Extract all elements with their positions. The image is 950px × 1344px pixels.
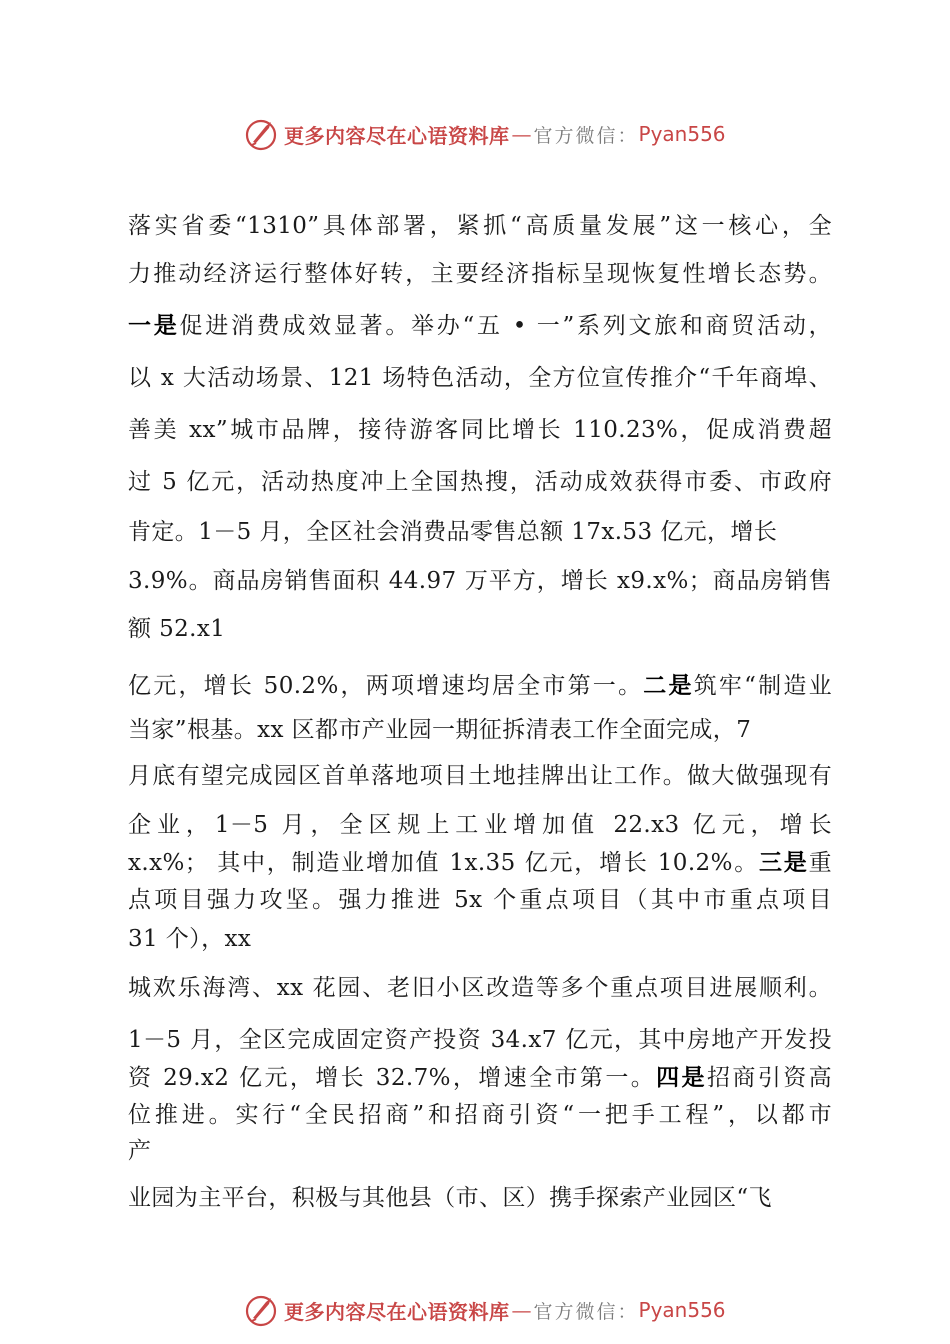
section-marker: 一是 — [128, 313, 180, 339]
body-line — [128, 810, 832, 840]
body-line — [128, 566, 832, 596]
body-line — [128, 1136, 151, 1166]
body-text: 位推进。实行“全民招商”和招商引资“一把手工程”，以都市 — [128, 1102, 832, 1128]
body-line — [128, 259, 832, 289]
body-text: 落实省委“1310”具体部署，紧抓“高质量发展”这一核心，全 — [128, 213, 832, 239]
body-text: 业园为主平台，积极与其他县（市、区）携手探索产业园区“飞 — [128, 1185, 772, 1211]
body-text: 城欢乐海湾、xx 花园、老旧小区改造等多个重点项目进展顺利。 — [128, 975, 832, 1001]
watermark-header — [244, 114, 764, 154]
body-line — [128, 1063, 832, 1093]
body-text: 过 5 亿元，活动热度冲上全国热搜，活动成效获得市委、市政府 — [128, 469, 832, 495]
watermark-site: 更多内容尽在心语资料库 — [284, 123, 510, 148]
body-text: 善美 xx”城市品牌，接待游客同比增长 110.23%，促成消费超 — [128, 417, 832, 443]
body-text: 点项目强力攻坚。强力推进 5x 个重点项目（其中市重点项目 — [128, 887, 832, 913]
body-line — [128, 885, 832, 915]
body-text: 亿元，增长 50.2%，两项增速均居全市第一。 — [128, 673, 644, 699]
body-line — [128, 311, 832, 341]
body-text: 招商引资高 — [706, 1065, 833, 1091]
body-text: 产 — [128, 1138, 152, 1164]
body-text: 促进消费成效显著。举办“五 • 一”系列文旅和商贸活动， — [179, 313, 832, 339]
body-text: 肯定。1－5 月，全区社会消费品零售总额 17x.53 亿元，增长 — [128, 519, 778, 545]
watermark-separator: — — [511, 122, 532, 146]
body-line — [128, 1183, 772, 1213]
body-line — [128, 467, 832, 497]
body-line — [128, 761, 832, 791]
watermark-site: 更多内容尽在心语资料库 — [284, 1299, 510, 1324]
body-text: 力推动经济运行整体好转，主要经济指标呈现恢复性增长态势。 — [128, 261, 832, 287]
quill-pen-logo-icon — [244, 116, 280, 152]
watermark-id: Pyan556 — [638, 1298, 726, 1322]
watermark-separator: — — [511, 1298, 532, 1322]
body-line — [128, 924, 251, 954]
watermark-footer — [244, 1290, 764, 1330]
section-marker: 三是 — [759, 850, 809, 876]
body-text: 31 个），xx — [128, 926, 252, 952]
body-line — [128, 848, 832, 878]
body-text: 当家”根基。xx 区都市产业园一期征拆清表工作全面完成，7 — [128, 717, 752, 743]
body-text: 1－5 月，全区完成固定资产投资 34.x7 亿元，其中房地产开发投 — [128, 1027, 832, 1053]
body-line — [128, 1025, 832, 1055]
watermark-id: Pyan556 — [638, 122, 726, 146]
body-text: 3.9%。商品房销售面积 44.97 万平方，增长 x9.x%；商品房销售 — [128, 568, 832, 594]
quill-pen-logo-icon — [244, 1292, 280, 1328]
body-text: x.x%； 其中，制造业增加值 1x.35 亿元，增长 10.2%。 — [128, 850, 759, 876]
body-line — [128, 517, 777, 547]
section-marker: 二是 — [643, 673, 694, 699]
body-line — [128, 211, 832, 241]
body-line — [128, 1100, 832, 1130]
watermark-label: 官方微信： — [533, 124, 639, 147]
body-text: 月底有望完成园区首单落地项目土地挂牌出让工作。做大做强现有 — [128, 763, 832, 789]
body-text: 筑牢“制造业 — [693, 673, 832, 699]
body-text: 企业，1－5 月，全区规上工业增加值 22.x3 亿元，增长 — [128, 812, 832, 838]
body-line — [128, 715, 751, 745]
section-marker: 四是 — [656, 1065, 707, 1091]
body-text: 重 — [808, 850, 832, 876]
body-text: 以 x 大活动场景、121 场特色活动，全方位宣传推介“千年商埠、 — [128, 365, 832, 391]
body-line — [128, 363, 832, 393]
body-line — [128, 415, 832, 445]
body-line — [128, 614, 225, 644]
body-line — [128, 973, 832, 1003]
body-line — [128, 671, 832, 701]
watermark-label: 官方微信： — [533, 1300, 639, 1323]
body-text: 资 29.x2 亿元，增长 32.7%，增速全市第一。 — [128, 1065, 657, 1091]
body-text: 额 52.x1 — [128, 616, 226, 642]
